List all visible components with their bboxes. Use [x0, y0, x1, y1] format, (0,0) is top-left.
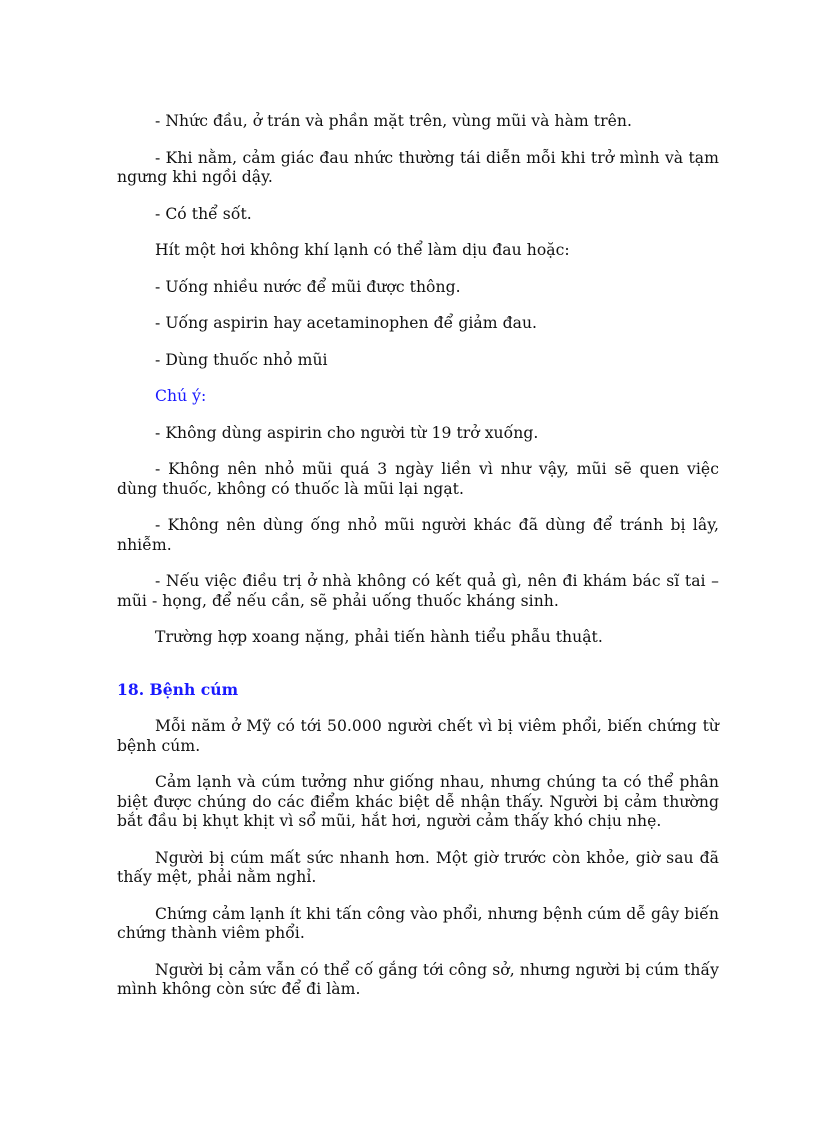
- note-label: Chú ý:: [155, 387, 207, 405]
- paragraph: Người bị cúm mất sức nhanh hơn. Một giờ trước còn khỏe, giờ sau đã thấy mệt, phải nằm nghỉ.: [117, 848, 719, 886]
- paragraph: - Không dùng aspirin cho người từ 19 trở xuống.: [155, 423, 539, 442]
- paragraph: - Uống aspirin hay acetaminophen để giảm đau.: [155, 314, 538, 332]
- paragraph: - Dùng thuốc nhỏ mũi: [155, 350, 328, 369]
- paragraph: - Khi nằm, cảm giác đau nhức thường tái diễn mỗi khi trở mình và tạm ngưng khi ngồi dậy.: [117, 148, 719, 186]
- paragraph: - Nếu việc điều trị ở nhà không có kết quả gì, nên đi khám bác sĩ tai – mũi - họng, để nếu cần, sẽ phải uống thuốc kháng sinh.: [117, 572, 719, 610]
- paragraph: Cảm lạnh và cúm tưởng như giống nhau, nhưng chúng ta có thể phân biệt được chúng do các điểm khác biệt dễ nhận thấy. Người bị cảm thường bắt đầu bị khụt khịt vì sổ mũi, hắt hơi, người cảm thấy khó chịu nhẹ.: [117, 773, 719, 830]
- paragraph: - Uống nhiều nước để mũi được thông.: [155, 277, 461, 296]
- paragraph: Mỗi năm ở Mỹ có tới 50.000 người chết vì bị viêm phổi, biến chứng từ bệnh cúm.: [117, 717, 719, 755]
- paragraph: - Nhức đầu, ở trán và phần mặt trên, vùng mũi và hàm trên.: [155, 112, 632, 130]
- paragraph: Người bị cảm vẫn có thể cố gắng tới công sở, nhưng người bị cúm thấy mình không còn sức để đi làm.: [117, 960, 719, 998]
- paragraph: Chứng cảm lạnh ít khi tấn công vào phổi, nhưng bệnh cúm dễ gây biến chứng thành viêm phổi.: [117, 904, 720, 942]
- paragraph: - Không nên nhỏ mũi quá 3 ngày liền vì như vậy, mũi sẽ quen việc dùng thuốc, không có thuốc là mũi lại ngạt.: [117, 460, 719, 498]
- document-page: [117, 112, 719, 1017]
- section-heading: 18. Bệnh cúm: [117, 679, 239, 699]
- paragraph: Trường hợp xoang nặng, phải tiến hành tiểu phẫu thuật.: [155, 628, 603, 646]
- paragraph: - Có thể sốt.: [155, 204, 252, 223]
- paragraph: - Không nên dùng ống nhỏ mũi người khác đã dùng để tránh bị lây, nhiễm.: [117, 516, 719, 554]
- paragraph: Hít một hơi không khí lạnh có thể làm dịu đau hoặc:: [155, 241, 570, 259]
